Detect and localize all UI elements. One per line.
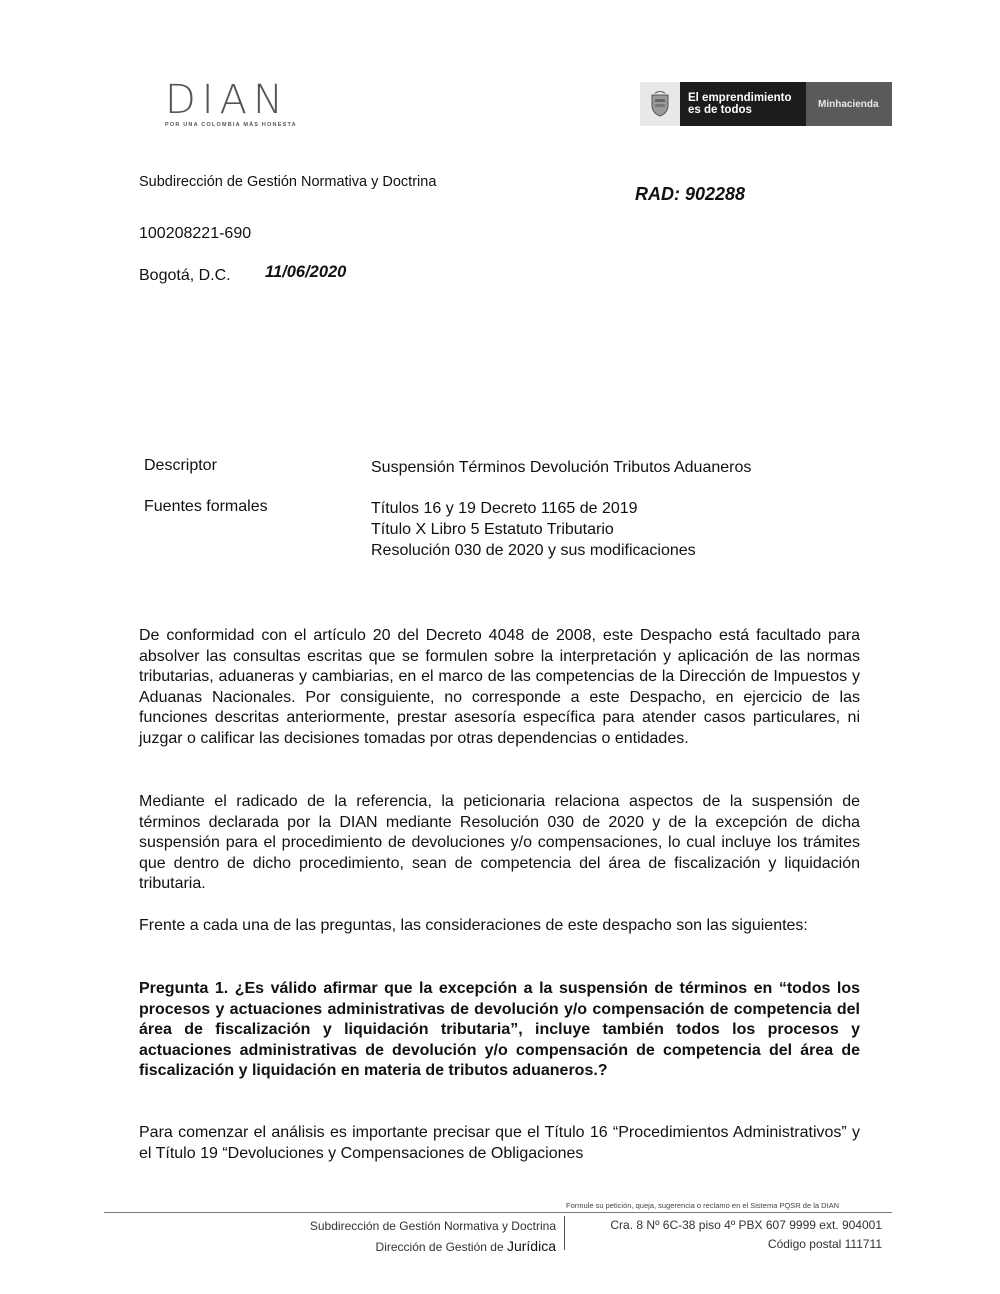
office-name: Subdirección de Gestión Normativa y Doctrina xyxy=(139,174,437,190)
footer-pqsr-note: Formule su petición, queja, sugerencia o reclamo en el Sistema PQSR de la DIAN xyxy=(566,1201,840,1210)
source-item: Títulos 16 y 19 Decreto 1165 de 2019 xyxy=(371,500,638,517)
government-logo xyxy=(640,82,892,126)
sources-list xyxy=(371,498,696,561)
source-item: Título X Libro 5 Estatuto Tributario xyxy=(371,521,614,538)
footer-office xyxy=(200,1216,556,1257)
footer-vertical-divider xyxy=(564,1216,565,1250)
paragraph-competence: De conformidad con el artículo 20 del Decreto 4048 de 2008, este Despacho está facultado para absolver las consultas escritas que se formulen sobre la interpretación y aplicación de las normas tributarias, aduaneras y cambiarias, en el marco de las competencias de la Dirección de Impuestos y Aduanas Nacionales. Por consiguiente, no corresponde a este Despacho, en ejercicio de las funciones descritas anteriormente, prestar asesoría específica para atender casos particulares, ni juzgar o calificar las decisiones tomadas por otras dependencias o entidades. xyxy=(139,627,860,747)
city: Bogotá, D.C. xyxy=(139,267,231,284)
source-item: Resolución 030 de 2020 y sus modificaciones xyxy=(371,542,696,559)
footer-contact xyxy=(572,1216,882,1254)
descriptor-value: Suspensión Términos Devolución Tributos Aduaneros xyxy=(371,459,752,476)
footer-office-line2-prefix: Dirección de Gestión de xyxy=(375,1240,504,1254)
rad-number: RAD: 902288 xyxy=(635,184,746,204)
footer-postal-code: Código postal 111711 xyxy=(767,1237,882,1251)
date: 11/06/2020 xyxy=(265,263,347,281)
dian-logo-text: DIAN xyxy=(165,77,289,123)
dian-tagline: POR UNA COLOMBIA MÁS HONESTA xyxy=(165,122,297,128)
descriptor-label: Descriptor xyxy=(144,457,217,474)
gov-slogan xyxy=(680,82,806,126)
paragraph-analysis: Para comenzar el análisis es importante precisar que el Título 16 “Procedimientos Administrativos” y el Título 19 “Devoluciones y Compensaciones de Obligaciones xyxy=(139,1124,860,1162)
footer-office-line2 xyxy=(200,1236,556,1257)
paragraph-intro-answers: Frente a cada una de las preguntas, las consideraciones de este despacho son las siguientes: xyxy=(139,917,808,934)
coat-of-arms-icon xyxy=(640,82,680,126)
reference-code: 100208221-690 xyxy=(139,225,252,242)
paragraph-request: Mediante el radicado de la referencia, la peticionaria relaciona aspectos de la suspensión de términos declarada por la DIAN mediante Resolución 030 de 2020 y de la excepción de dicha suspensión para el procedimiento de devoluciones y/o compensaciones, lo cual incluye los trámites que dentro de dicho procedimiento, sean de competencia del área de fiscalización y liquidación tributaria. xyxy=(139,793,860,893)
gov-slogan-line2: es de todos xyxy=(688,104,752,116)
footer-divider-line xyxy=(104,1212,892,1213)
question-1: Pregunta 1. ¿Es válido afirmar que la excepción a la suspensión de términos en “todos los procesos y actuaciones administrativas de devolución y/o compensación de competencia del área de fiscalización y liquidación tributaria”, incluye también todos los procesos y actuaciones administrativas de devolución y/o compensación de competencia del área de fiscalización y liquidación en materia de tributos aduaneros.? xyxy=(139,980,860,1080)
footer-office-line1: Subdirección de Gestión Normativa y Doctrina xyxy=(309,1219,556,1233)
footer-office-line2-emph: Jurídica xyxy=(506,1238,556,1254)
ministry-name: Minhacienda xyxy=(806,82,892,126)
gov-slogan-line1: El emprendimiento xyxy=(688,92,792,104)
dian-logo xyxy=(165,77,325,130)
footer-address: Cra. 8 Nº 6C-38 piso 4º PBX 607 9999 ext. 904001 xyxy=(610,1218,882,1232)
sources-label: Fuentes formales xyxy=(144,498,268,515)
